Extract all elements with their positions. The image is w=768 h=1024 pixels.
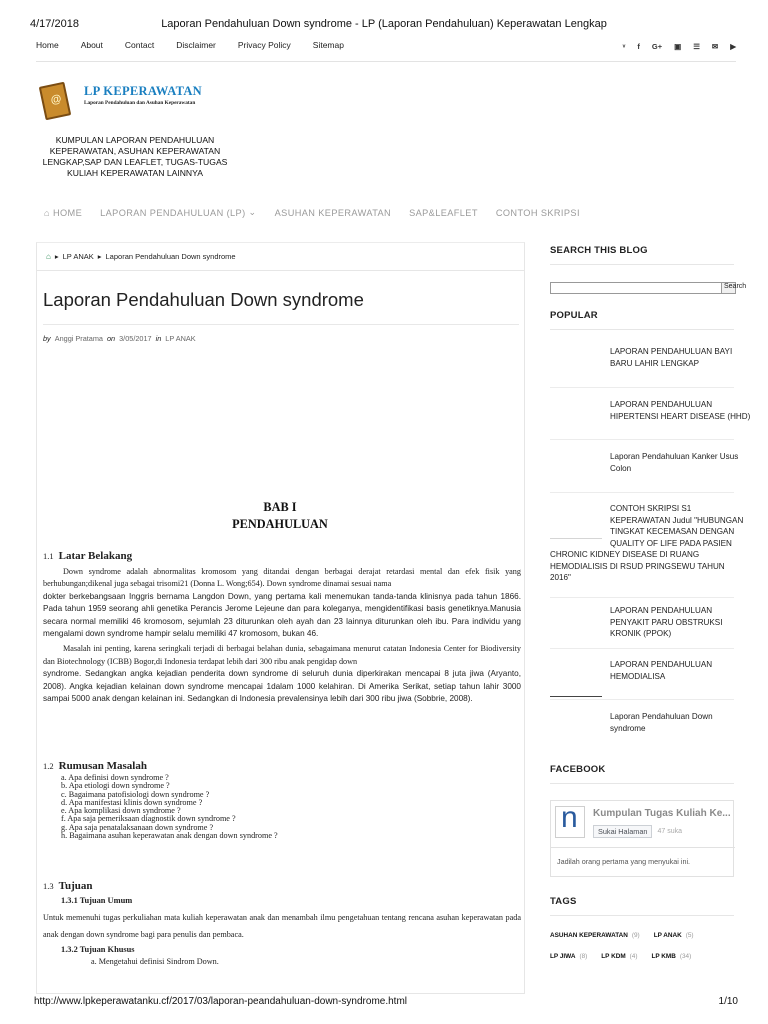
post-title-line: LAPORAN PENDAHULUAN xyxy=(610,606,713,615)
divider xyxy=(550,699,734,700)
section-latar-belakang xyxy=(43,550,521,705)
tag-count: (9) xyxy=(631,932,640,939)
post-title: Laporan Pendahuluan Down syndrome xyxy=(43,289,364,310)
print-header xyxy=(30,18,738,32)
post-title-line: Laporan Pendahuluan Down xyxy=(610,712,713,721)
menu-home[interactable] xyxy=(44,207,82,218)
nav-about-link[interactable]: About xyxy=(80,40,103,50)
tag-link[interactable]: ASUHAN KEPERAWATAN xyxy=(550,932,628,939)
list-item: a. Mengetahui definisi Sindrom Down. xyxy=(91,957,219,966)
menu-laporan-pendahuluan[interactable] xyxy=(100,207,257,218)
section-title: Tujuan xyxy=(58,880,93,892)
print-page-title: Laporan Pendahuluan Down syndrome - LP (Laporan Pendahuluan) Keperawatan Lengkap xyxy=(161,18,607,30)
tag-count: (4) xyxy=(629,953,638,960)
search-heading: SEARCH THIS BLOG xyxy=(550,245,648,256)
post-author[interactable]: Anggi Pratama xyxy=(54,334,103,343)
divider xyxy=(550,387,734,388)
print-date: 4/17/2018 xyxy=(30,18,79,30)
meta-by: by xyxy=(43,334,51,343)
nav-home-link[interactable]: Home xyxy=(36,40,59,50)
google-plus-icon[interactable]: G+ xyxy=(651,42,663,51)
section-heading xyxy=(43,760,521,772)
popular-heading: POPULAR xyxy=(550,310,598,321)
menu-sap-label: SAP&LEAFLET xyxy=(409,207,478,218)
post-title-line: BARU LAHIR LENGKAP xyxy=(610,358,700,368)
post-date: 3/05/2017 xyxy=(119,334,152,343)
post-title-line: Laporan Pendahuluan Kanker Usus xyxy=(610,452,739,461)
tag-cloud xyxy=(550,932,734,974)
home-icon[interactable]: ⌂ xyxy=(46,252,51,261)
search-input[interactable] xyxy=(550,282,722,294)
post-category[interactable]: LP ANAK xyxy=(165,334,196,343)
list-item: a. Apa definisi down syndrome ? xyxy=(61,773,169,782)
email-icon[interactable]: ✉ xyxy=(711,42,719,51)
post-title-line: KRONIK (PPOK) xyxy=(610,629,672,638)
menu-asuhan-keperawatan[interactable] xyxy=(275,207,391,218)
home-icon: ⌂ xyxy=(44,207,50,218)
post-thumbnail xyxy=(550,659,602,697)
post-title-line: 2016" xyxy=(550,573,571,582)
section-title: Latar Belakang xyxy=(58,550,133,562)
logo-subtitle: Laporan Pendahuluan dan Asuhan Keperawatan xyxy=(84,100,196,106)
menu-home-label: HOME xyxy=(52,207,83,218)
youtube-icon[interactable]: ▶ xyxy=(730,42,736,51)
chevron-right-icon: ▸ xyxy=(97,252,102,261)
tag-count: (5) xyxy=(685,932,694,939)
post-title-line: QUALITY OF LIFE PADA PASIEN xyxy=(610,538,732,548)
section-rumusan-masalah xyxy=(43,760,521,840)
post-meta xyxy=(43,334,196,343)
search-button[interactable]: Search xyxy=(722,282,736,294)
divider xyxy=(550,915,734,916)
divider xyxy=(550,492,734,493)
facebook-icon[interactable]: f xyxy=(637,42,640,51)
post-title-line: HEMODIALISIS DI RSUD PRINGSEWU TAHUN xyxy=(550,561,725,571)
post-title-line: HEMODIALISA xyxy=(610,671,666,681)
post-title-line: KEPERAWATAN Judul "HUBUNGAN xyxy=(610,515,744,525)
nav-sitemap-link[interactable]: Sitemap xyxy=(312,40,344,50)
post-title-line: LAPORAN PENDAHULUAN xyxy=(610,660,713,669)
post-title-line: Colon xyxy=(610,463,632,473)
meta-in: in xyxy=(155,334,162,343)
section-heading xyxy=(43,880,521,892)
rss-icon[interactable]: ☰ xyxy=(693,42,700,51)
menu-skripsi-label: CONTOH SKRIPSI xyxy=(495,207,580,218)
question-list xyxy=(61,774,521,840)
post-title-line: CONTOH SKRIPSI S1 xyxy=(610,504,692,513)
breadcrumb-current: Laporan Pendahuluan Down syndrome xyxy=(105,252,236,261)
post-title-line: LAPORAN PENDAHULUAN xyxy=(610,400,713,409)
facebook-page-name[interactable]: Kumpulan Tugas Kuliah Ke... xyxy=(593,808,731,819)
section-number: 1.3 xyxy=(43,881,54,891)
divider xyxy=(550,329,734,330)
tag-link[interactable]: LP KMB xyxy=(651,953,676,960)
facebook-widget xyxy=(550,800,734,877)
section-title: Rumusan Masalah xyxy=(58,760,147,772)
section-number: 1.2 xyxy=(43,761,54,771)
tag-count: (34) xyxy=(679,953,692,960)
like-page-button[interactable]: Sukai Halaman xyxy=(593,825,652,838)
list-item: g. Apa saja penatalaksanaan down syndrome ? xyxy=(61,822,214,832)
subsection-heading: 1.3.2 Tujuan Khusus xyxy=(61,945,135,954)
list-item: b. Apa etiologi down syndrome ? xyxy=(61,781,170,791)
divider xyxy=(551,847,735,848)
like-count: 47 suka xyxy=(657,828,683,835)
post-title-line: CHRONIC KIDNEY DISEASE DI RUANG xyxy=(550,550,700,559)
post-thumbnail xyxy=(550,346,602,390)
post-title-line: LAPORAN PENDAHULUAN BAYI xyxy=(610,347,733,356)
post-thumbnail xyxy=(550,503,602,539)
tag-count: (8) xyxy=(579,953,588,960)
breadcrumb-category[interactable]: LP ANAK xyxy=(62,252,94,261)
print-page-number: 1/10 xyxy=(718,996,738,1007)
site-tagline: KUMPULAN LAPORAN PENDAHULUAN KEPERAWATAN, ASUHAN KEPERAWATAN LENGKAP,SAP DAN LEAFLET, TUGAS-TUGAS KULIAH KEPERAWATAN LAINNYA xyxy=(42,135,228,178)
post-thumbnail xyxy=(550,399,602,443)
main-navigation xyxy=(44,207,580,218)
facebook-heading: FACEBOOK xyxy=(550,764,606,775)
section-tujuan xyxy=(43,880,521,968)
tag-link[interactable]: LP JIWA xyxy=(550,953,576,960)
logo-title: LP KEPERAWATAN xyxy=(84,84,202,98)
nav-disclaimer-link[interactable]: Disclaimer xyxy=(176,40,216,50)
divider xyxy=(550,783,734,784)
print-url: http://www.lpkeperawatanku.cf/2017/03/laporan-peandahuluan-down-syndrome.html xyxy=(34,996,408,1007)
paragraph: syndrome. Sedangkan angka kejadian penderita down syndrome di seluruh dunia diperkirakan mencapai 8 juta jiwa (Aryanto, 2008). Angka kejadian kelainan down syndrome mencapai 1dalam 1000 kelahiran. Di Amerika Serikat, setiap tahun lahir 3000 sampai 5000 anak dengan kelainan ini. Sedangkan di Indonesia prevalensinya lebih dari 300 ribu jiwa (Sobbrie, 2008). xyxy=(43,669,521,704)
divider xyxy=(550,439,734,440)
nav-contact-link[interactable]: Contact xyxy=(124,40,155,50)
section-heading xyxy=(43,550,521,562)
paragraph: Untuk memenuhi tugas perkuliahan mata kuliah keperawatan anak dan menambah ilmu pengetahuan tentang rencana asuhan keperawatan pada anak dengan down syndrome bagi para penulis dan pembaca. xyxy=(43,913,521,939)
twitter-icon[interactable]: ᵛ xyxy=(622,42,626,51)
site-logo[interactable] xyxy=(42,78,242,128)
meta-on: on xyxy=(107,334,116,343)
page-avatar[interactable] xyxy=(555,806,585,838)
divider xyxy=(37,270,524,271)
nav-privacy-policy-link[interactable]: Privacy Policy xyxy=(237,40,291,50)
paragraph: Down syndrome adalah abnormalitas kromosom yang ditandai dengan berbagai derajat retardasi mental dan efek fisik yang berhubungan;dikenal juga sebagai trisomi21 (Donna L. Wong;654). Down syndrome dinamai sesuai nama xyxy=(43,567,521,589)
tag-link[interactable]: LP ANAK xyxy=(653,932,682,939)
tag-link[interactable]: LP KDM xyxy=(601,953,626,960)
post-title-line: HIPERTENSI HEART DISEASE (HHD) xyxy=(610,411,751,421)
section-number: 1.1 xyxy=(43,551,54,561)
print-footer xyxy=(34,996,738,1010)
menu-askep-label: ASUHAN KEPERAWATAN xyxy=(274,207,392,218)
post-thumbnail xyxy=(550,451,602,495)
book-icon xyxy=(39,82,72,121)
chevron-down-icon: ⌄ xyxy=(248,207,257,217)
divider xyxy=(550,264,734,265)
breadcrumb xyxy=(46,252,236,261)
chapter-heading xyxy=(0,499,560,533)
menu-lp-label: LAPORAN PENDAHULUAN (LP) xyxy=(100,207,246,218)
list-item: d. Apa manifestasi klinis down syndrome ? xyxy=(61,797,203,807)
post-title-line: PENYAKIT PARU OBSTRUKSI xyxy=(610,617,723,627)
paragraph: dokter berkebangsaan Inggris bernama Langdon Down, yang pertama kali menemukan tanda-tanda klinisnya pada tahun 1866. Pada tahun 1959 seorang ahli genetika Perancis Jerome Lejeune dan para koleganya, mengidentifikasi basis genetiknya.Manusia secara normal memiliki 46 kromosom, sejumlah 23 diturunkan oleh ayah dan 23 lainnya diturunkan oleh ibu. Para individu yang mengalami down syndrome hampir selalu memiliki 47 kromosom, bukan 46. xyxy=(43,591,521,639)
list-item: c. Bagaimana patofisiologi down syndrome ? xyxy=(61,789,210,799)
instagram-icon[interactable]: ▣ xyxy=(674,42,682,51)
divider xyxy=(550,648,734,649)
top-navigation xyxy=(36,40,736,62)
chevron-right-icon: ▸ xyxy=(54,252,59,261)
menu-contoh-skripsi[interactable] xyxy=(496,207,580,218)
divider xyxy=(550,597,734,598)
list-item: e. Apa komplikasi down syndrome ? xyxy=(61,806,181,816)
paragraph: Masalah ini penting, karena seringkali terjadi di berbagai belahan dunia, sebagaimana menurut catatan Indonesia Center for Biodiversity dan Biotechnology (ICBB) Bogor,di Indonesia terdapat lebih dari 300 ribu anak pengidap down xyxy=(43,644,521,666)
post-thumbnail xyxy=(550,605,602,649)
tags-heading: TAGS xyxy=(550,896,577,907)
menu-sap-leaflet[interactable] xyxy=(409,207,478,218)
social-links xyxy=(623,42,736,51)
list-item: h. Bagaimana asuhan keperawatan anak dengan down syndrome ? xyxy=(61,831,278,841)
chapter-number: BAB I xyxy=(263,500,297,514)
divider xyxy=(43,324,519,325)
post-title-line: syndrome xyxy=(610,723,646,733)
post-title-line: TINGKAT KECEMASAN DENGAN xyxy=(610,527,735,536)
list-item: f. Apa saja pemeriksaan diagnostik down syndrome ? xyxy=(61,814,236,824)
post-thumbnail xyxy=(550,711,602,755)
chapter-title: PENDAHULUAN xyxy=(232,517,328,531)
subsection-heading: 1.3.1 Tujuan Umum xyxy=(61,896,133,905)
facebook-note: Jadilah orang pertama yang menyukai ini. xyxy=(557,857,691,866)
